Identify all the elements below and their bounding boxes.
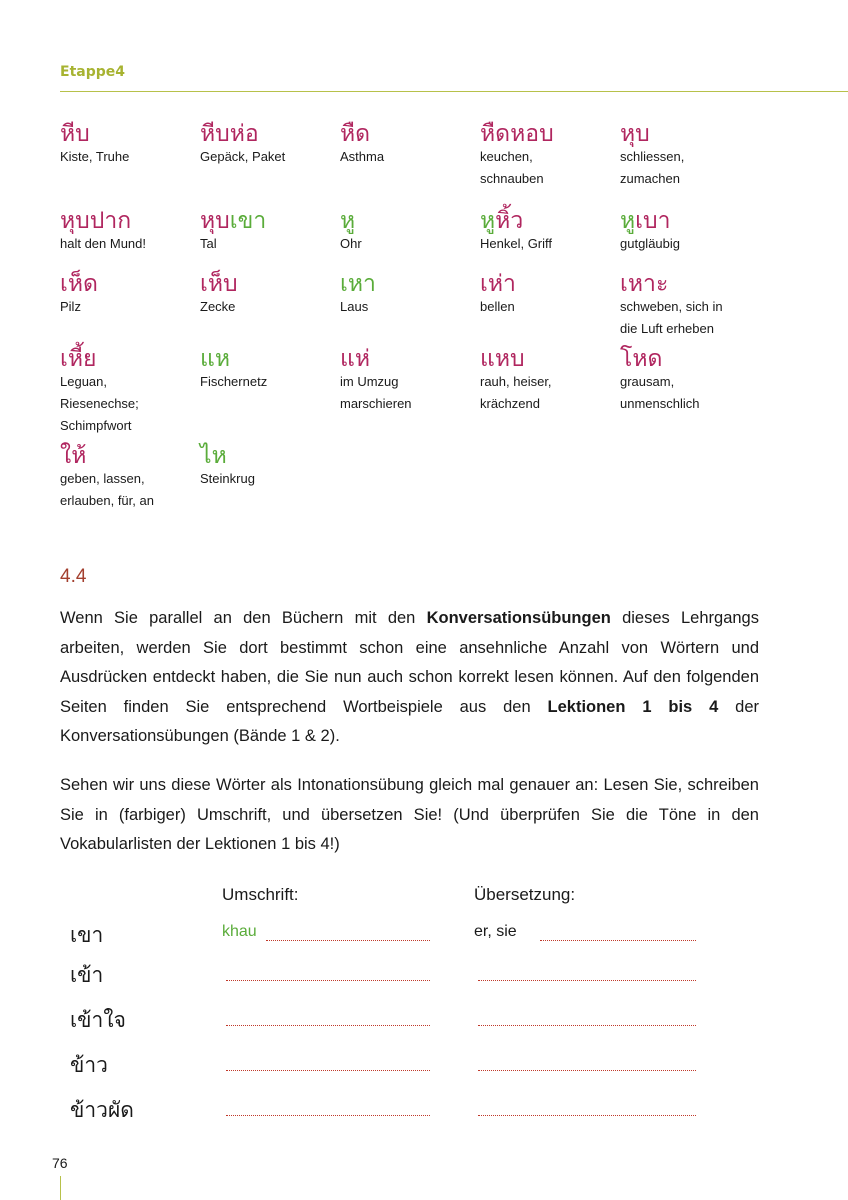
german-gloss [60,371,200,437]
vocab-row [60,120,780,207]
transcription-exercise [60,885,760,1135]
page-number: 76 [52,1155,68,1171]
vocab-entry [620,345,760,442]
vocab-entry [200,442,340,522]
thai-word [200,207,340,235]
exercise-row [60,955,760,1000]
uebersetzung-heading: Übersetzung: [474,885,576,904]
german-gloss [340,296,480,318]
gloss-line: Zecke [200,299,236,314]
gloss-line: Gepäck, Paket [200,149,286,164]
gloss-line: Riesenechse; [60,396,139,411]
exercise-row [60,915,760,955]
exercise-thai-word: ข้าวผัด [70,1098,134,1122]
uebersetzung-blank[interactable] [540,940,696,941]
vocab-entry [480,270,620,345]
thai-word [200,442,340,470]
exercise-header [60,885,760,915]
german-gloss [620,233,760,255]
gloss-line: krächzend [480,396,540,411]
gloss-line: schweben, sich in [620,299,723,314]
vocab-entry [340,207,480,270]
instruction-paragraph: Sehen wir uns diese Wörter als Intonationsübung gleich mal genauer an: Lesen Sie, schreiben Sie in (farbiger) Umschrift, und übersetzen Sie! (Und überprüfen Sie die Töne in den Vokabularlisten der Lektionen 1 bis 4!) [60,776,759,853]
vocab-entry [620,207,760,270]
thai-word [60,442,200,470]
vocab-entry [200,120,340,207]
gloss-line: Asthma [340,149,385,164]
thai-word [340,207,480,235]
gloss-line: geben, lassen, [60,471,145,486]
gloss-line: im Umzug [340,374,399,389]
gloss-line: Ohr [340,236,362,251]
gloss-line: marschieren [340,396,412,411]
thai-syllable: หุบ [620,121,650,147]
exercise-row [60,1000,760,1045]
thai-syllable: เหา [340,271,376,297]
german-gloss [200,468,340,490]
vocab-entry [480,120,620,207]
uebersetzung-blank[interactable] [478,980,696,981]
gloss-line: schliessen, [620,149,685,164]
exercise-thai-word: ข้าว [70,1053,108,1077]
thai-word [480,270,620,298]
vocab-entry [200,270,340,345]
thai-syllable: หีบห่อ [200,121,259,147]
vocabulary-grid [60,120,780,522]
thai-syllable: แห่ [340,346,370,372]
gloss-line: Fischernetz [200,374,268,389]
german-gloss [620,371,760,415]
thai-syllable: ให้ [60,443,87,469]
thai-word [620,270,760,298]
umschrift-blank[interactable] [226,1070,430,1071]
german-gloss [200,296,340,318]
intro-text-1: Wenn Sie parallel an den Büchern mit den [60,609,427,627]
thai-word [480,207,620,235]
german-gloss [480,296,620,318]
gloss-line: zumachen [620,171,680,186]
german-gloss [480,146,620,190]
vocab-entry [60,207,200,270]
german-gloss [60,146,200,168]
german-gloss [340,146,480,168]
page-margin-tick [60,1176,61,1200]
thai-syllable: เบา [635,208,671,234]
vocab-entry [480,207,620,270]
exercise-row [60,1045,760,1090]
vocab-entry [620,120,760,207]
thai-syllable: เห็บ [200,271,238,297]
exercise-thai-word: เข้า [70,963,104,987]
german-gloss [200,233,340,255]
thai-syllable: เห็ด [60,271,98,297]
umschrift-blank[interactable] [226,1115,430,1116]
gloss-line: die Luft erheben [620,321,714,336]
german-gloss [620,146,760,190]
vocab-entry [60,270,200,345]
gloss-line: erlauben, für, an [60,493,154,508]
thai-syllable: หุบปาก [60,208,132,234]
vocab-entry [620,270,760,345]
gloss-line: unmenschlich [620,396,700,411]
thai-syllable: หืด [340,121,371,147]
gloss-line: Leguan, [60,374,107,389]
german-gloss [60,468,200,512]
gloss-line: bellen [480,299,515,314]
gloss-line: Tal [200,236,217,251]
vocab-entry [60,442,200,522]
thai-syllable: ไห [200,443,227,469]
gloss-line: Henkel, Griff [480,236,553,251]
thai-syllable: แหบ [480,346,525,372]
umschrift-blank[interactable] [226,980,430,981]
exercise-thai-word: เข้าใจ [70,1008,126,1032]
thai-syllable: เหาะ [620,271,669,297]
thai-word [200,270,340,298]
vocab-row [60,270,780,345]
thai-word [340,345,480,373]
german-gloss [480,233,620,255]
vocab-row [60,442,780,522]
chapter-header: Etappe4 [60,64,125,80]
thai-word [480,120,620,148]
exercise-thai-word: เขา [70,923,104,947]
vocab-entry [60,120,200,207]
german-gloss [60,233,200,255]
vocab-entry [340,270,480,345]
gloss-line: grausam, [620,374,675,389]
thai-word [480,345,620,373]
uebersetzung-blank[interactable] [478,1115,696,1116]
vocab-entry [60,345,200,442]
section-number: 4.4 [60,566,87,587]
gloss-line: Schimpfwort [60,418,132,433]
intro-paragraph [60,604,759,752]
gloss-line: gutgläubig [620,236,680,251]
thai-syllable: หู [480,208,496,234]
uebersetzung-answer: er, sie [474,923,517,940]
vocab-row [60,207,780,270]
german-gloss [340,371,480,415]
uebersetzung-blank[interactable] [478,1025,696,1026]
thai-syllable: เห่า [480,271,516,297]
thai-word [620,345,760,373]
thai-word [200,345,340,373]
vocab-entry [200,207,340,270]
german-gloss [200,371,340,393]
vocab-entry [200,345,340,442]
thai-syllable: หุบ [200,208,230,234]
thai-word [60,345,200,373]
vocab-entry [340,345,480,442]
umschrift-answer: khau [222,923,257,940]
german-gloss [340,233,480,255]
umschrift-heading: Umschrift: [222,885,299,904]
exercise-row [60,1090,760,1135]
german-gloss [200,146,340,168]
gloss-line: Steinkrug [200,471,255,486]
thai-syllable: หิ้ว [495,208,524,234]
thai-word [340,120,480,148]
gloss-line: rauh, heiser, [480,374,552,389]
thai-word [60,270,200,298]
gloss-line: keuchen, [480,149,533,164]
thai-syllable: แห [200,346,230,372]
gloss-line: Laus [340,299,369,314]
gloss-line: halt den Mund! [60,236,147,251]
gloss-line: Kiste, Truhe [60,149,130,164]
exercise-rows [60,915,760,1135]
german-gloss [480,371,620,415]
german-gloss [620,296,760,340]
thai-word [340,270,480,298]
gloss-line: Pilz [60,299,81,314]
thai-word [620,207,760,235]
vocab-entry [340,120,480,207]
thai-word [60,120,200,148]
thai-syllable: หีบ [60,121,90,147]
vocab-row [60,345,780,442]
header-divider [60,91,848,92]
thai-syllable: เขา [229,208,267,234]
intro-text-2: dieses Lehrgangs arbeiten, werden Sie dort bestimmt schon eine ansehnliche Anzahl von Wörtern und Ausdrücken entdeckt haben, die Sie nun auch schon korrekt lesen können. Auf den folgenden Seiten finden Sie entsprechend Wortbeispiele aus den [60,609,759,716]
gloss-line: schnauben [480,171,544,186]
thai-word [60,207,200,235]
german-gloss [60,296,200,318]
intro-text-3: der Konversationsübungen (Bände 1 & 2). [60,697,759,745]
thai-syllable: หู [620,208,636,234]
thai-word [620,120,760,148]
thai-syllable: เหี้ย [60,346,97,372]
intro-bold-lektionen: Lektionen 1 bis 4 [547,697,719,716]
uebersetzung-blank[interactable] [478,1070,696,1071]
thai-syllable: หู [340,208,356,234]
vocab-entry [480,345,620,442]
umschrift-blank[interactable] [266,940,430,941]
thai-syllable: หืดหอบ [480,121,554,147]
intro-bold-konversationsuebungen: Konversationsübungen [426,609,611,627]
thai-word [200,120,340,148]
umschrift-blank[interactable] [226,1025,430,1026]
thai-syllable: โหด [620,346,663,372]
